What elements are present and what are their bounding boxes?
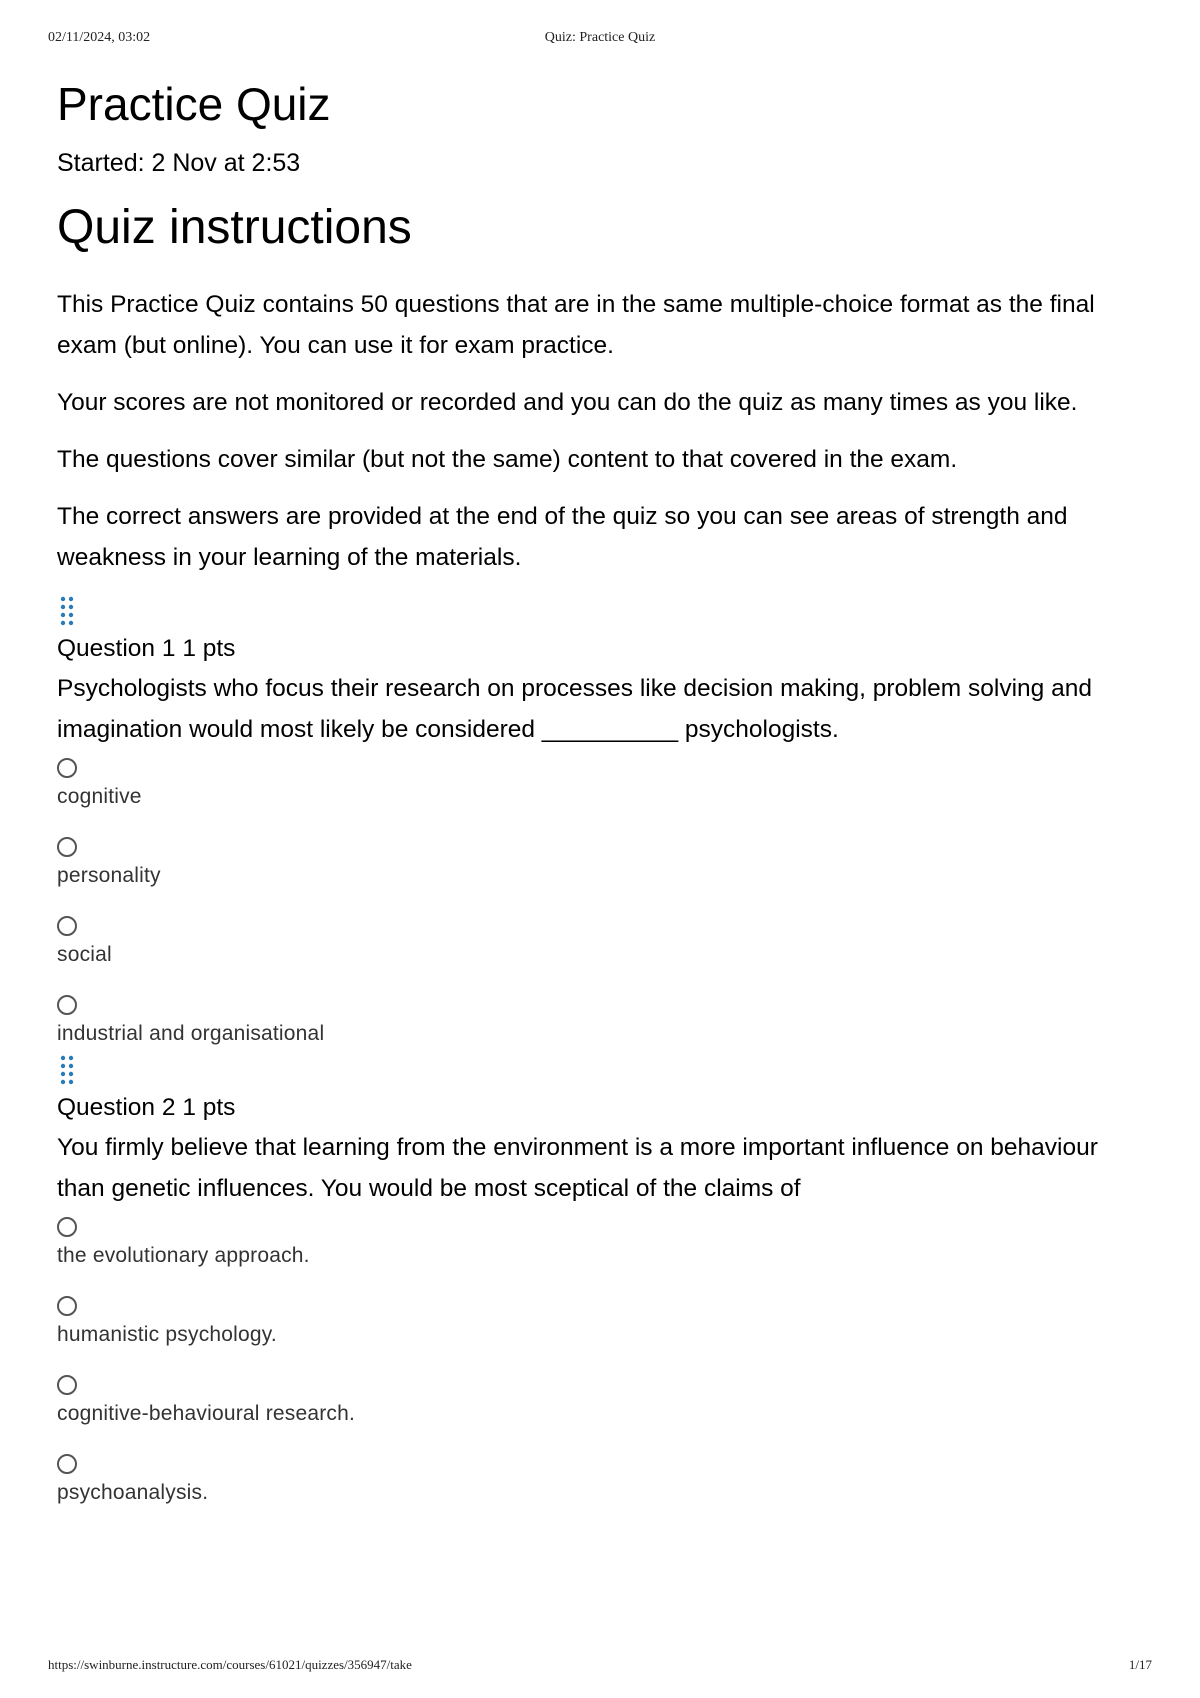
instruction-paragraph: This Practice Quiz contains 50 questions that are in the same multiple-choice format as the final exam (but online). You can use it for exam practice. xyxy=(57,291,1095,359)
answer-option[interactable] xyxy=(57,758,1147,837)
answer-option[interactable] xyxy=(57,1454,1147,1504)
answer-label[interactable]: personality xyxy=(57,864,161,887)
instruction-paragraph: Your scores are not monitored or recorded and you can do the quiz as many times as you like. xyxy=(57,389,1078,416)
print-url: https://swinburne.instructure.com/courses/61021/quizzes/356947/take xyxy=(48,1657,412,1672)
instructions-title: Quiz instructions xyxy=(57,201,412,254)
answer-label[interactable]: psychoanalysis. xyxy=(57,1481,209,1504)
answer-list xyxy=(57,1217,1147,1504)
question-header xyxy=(57,1091,1147,1125)
answer-label[interactable]: industrial and organisational xyxy=(57,1022,325,1045)
answer-label[interactable]: cognitive xyxy=(57,785,142,808)
question-points: 1 pts xyxy=(182,1094,236,1121)
print-header xyxy=(48,30,1152,50)
answer-option[interactable] xyxy=(57,1375,1147,1454)
radio-button-icon[interactable] xyxy=(57,758,77,778)
answer-list xyxy=(57,758,1147,1045)
radio-button-icon[interactable] xyxy=(57,837,77,857)
print-footer xyxy=(48,1657,1152,1677)
radio-button-icon[interactable] xyxy=(57,1296,77,1316)
instruction-paragraph: The correct answers are provided at the end of the quiz so you can see areas of strength and weakness in your learning of the materials. xyxy=(57,503,1068,571)
answer-option[interactable] xyxy=(57,995,1147,1045)
answer-label[interactable]: cognitive-behavioural research. xyxy=(57,1402,356,1425)
instructions xyxy=(57,284,1147,578)
question-text: You firmly believe that learning from the environment is a more important influence on behaviour than genetic influences. You would be most sceptical of the claims of xyxy=(57,1134,1098,1202)
question-header xyxy=(57,632,1147,666)
radio-button-icon[interactable] xyxy=(57,1375,77,1395)
question-number: Question 2 xyxy=(57,1094,176,1121)
instruction-paragraph: The questions cover similar (but not the same) content to that covered in the exam. xyxy=(57,446,958,473)
drag-handle-icon[interactable] xyxy=(57,594,77,628)
answer-label[interactable]: the evolutionary approach. xyxy=(57,1244,310,1267)
print-title: Quiz: Practice Quiz xyxy=(544,30,656,45)
answer-option[interactable] xyxy=(57,1296,1147,1375)
radio-button-icon[interactable] xyxy=(57,916,77,936)
print-date: 02/11/2024, 03:02 xyxy=(48,30,151,45)
page-title: Practice Quiz xyxy=(57,78,331,130)
question-1 xyxy=(57,594,1147,1045)
question-points: 1 pts xyxy=(182,635,236,662)
answer-label[interactable]: humanistic psychology. xyxy=(57,1323,277,1346)
answer-option[interactable] xyxy=(57,837,1147,916)
answer-option[interactable] xyxy=(57,1217,1147,1296)
question-text: Psychologists who focus their research on processes like decision making, problem solving and imagination would most likely be considered __________ psychologists. xyxy=(57,675,1092,743)
question-2 xyxy=(57,1053,1147,1504)
answer-label[interactable]: social xyxy=(57,943,112,966)
page-number: 1/17 xyxy=(1128,1657,1152,1672)
answer-option[interactable] xyxy=(57,916,1147,995)
started-time: Started: 2 Nov at 2:53 xyxy=(57,149,301,177)
radio-button-icon[interactable] xyxy=(57,995,77,1015)
question-number: Question 1 xyxy=(57,635,176,662)
quiz-content xyxy=(57,70,1147,1504)
drag-handle-icon[interactable] xyxy=(57,1053,77,1087)
radio-button-icon[interactable] xyxy=(57,1217,77,1237)
radio-button-icon[interactable] xyxy=(57,1454,77,1474)
